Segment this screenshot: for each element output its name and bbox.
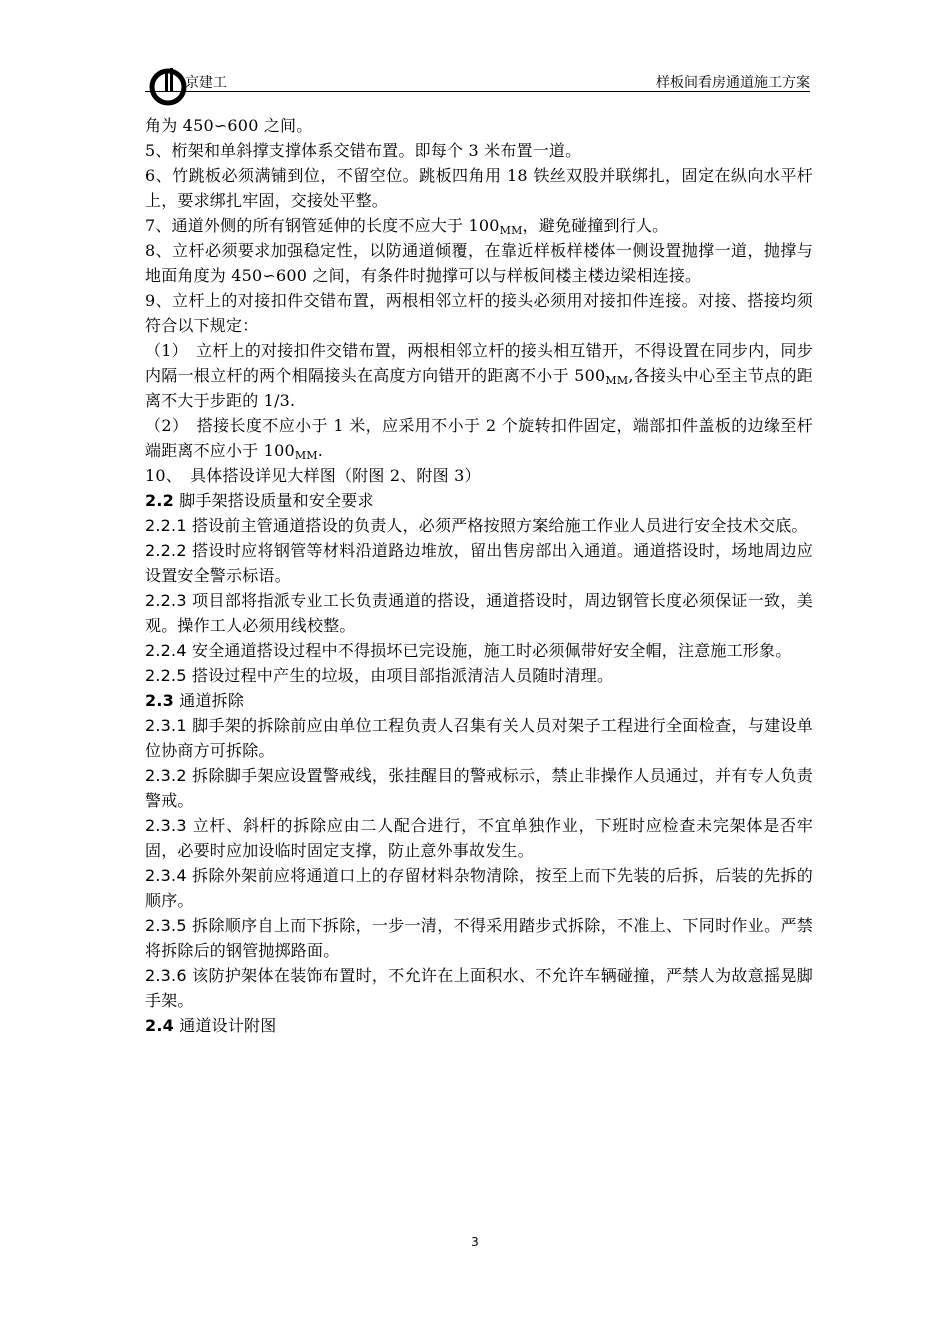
paragraph: 5、桁架和单斜撑支撑体系交错布置。即每个 3 米布置一道。	[145, 141, 582, 160]
document-title: 样板间看房通道施工方案	[656, 75, 810, 91]
list-item: 2.2.3 项目部将指派专业工长负责通道的搭设，通道搭设时，周边钢管长度必须保证一致，美观。操作工人必须用线校整。	[145, 591, 813, 635]
page-number: 3	[471, 1235, 479, 1249]
list-item: 2.3.3 立杆、斜杆的拆除应由二人配合进行，不宜单独作业，下班时应检查未完架体是否牢固，必要时应加设临时固定支撑，防止意外事故发生。	[145, 816, 813, 860]
list-item: 2.2.1 搭设前主管通道搭设的负责人，必须严格按照方案给施工作业人员进行安全技术交底。	[145, 516, 808, 535]
list-item: 2.3.4 拆除外架前应将通道口上的存留材料杂物清除，按至上而下先装的后拆，后装的先拆的顺序。	[145, 866, 813, 910]
paragraph-sub-2: （2） 搭接长度不应小于 1 米，应采用不小于 2 个旋转扣件固定，端部扣件盖板的边缘至杆端距离不应小于 $100_{MM}$.	[145, 416, 813, 462]
list-item: 2.3.2 拆除脚手架应设置警戒线，张挂醒目的警戒标示，禁止非操作人员通过，并有专人负责警戒。	[145, 766, 813, 810]
section-heading-2-3: 2.3 通道拆除	[145, 691, 245, 710]
list-item: 2.2.4 安全通道搭设过程中不得损坏已完设施，施工时必须佩带好安全帽，注意施工形象。	[145, 641, 792, 660]
paragraph: 9、立杆上的对接扣件交错布置，两根相邻立杆的接头必须用对接扣件连接。对接、搭接均须符合以下规定：	[145, 291, 813, 335]
paragraph: 10、 具体搭设详见大样图（附图 2、附图 3）	[145, 466, 481, 485]
list-item: 2.2.5 搭设过程中产生的垃圾，由项目部指派清洁人员随时清理。	[145, 666, 614, 685]
paragraph: 角为 450∽600 之间。	[145, 116, 313, 135]
list-item: 2.3.5 拆除顺序自上而下拆除，一步一清，不得采用踏步式拆除，不准上、下同时作业。严禁将拆除后的钢管抛掷路面。	[145, 916, 813, 960]
paragraph-sub-1: （1） 立杆上的对接扣件交错布置，两根相邻立杆的接头相互错开，不得设置在同步内，同步内隔一根立杆的两个相隔接头在高度方向错开的距离不小于 $500_{MM}$,各接头中心至主节点的距离不大于步距的 1/3.	[145, 341, 813, 410]
company-logo-icon	[149, 66, 187, 106]
document-body	[145, 113, 813, 1038]
paragraph-item-7: 7、通道外侧的所有钢管延伸的长度不应大于 $100_{MM}$，避免碰撞到行人。	[145, 216, 669, 237]
list-item: 2.3.6 该防护架体在装饰布置时，不允许在上面积水、不允许车辆碰撞，严禁人为故意摇晃脚手架。	[145, 966, 813, 1010]
paragraph: 8、立杆必须要求加强稳定性，以防通道倾覆，在靠近样板样楼体一侧设置抛撑一道，抛撑与地面角度为 450∽600 之间，有条件时抛撑可以与样板间楼主楼边梁相连接。	[145, 241, 813, 285]
section-heading-2-4: 2.4 通道设计附图	[145, 1016, 277, 1035]
list-item: 2.2.2 搭设时应将钢管等材料沿道路边堆放，留出售房部出入通道。通道搭设时，场地周边应设置安全警示标语。	[145, 541, 813, 585]
list-item: 2.3.1 脚手架的拆除前应由单位工程负责人召集有关人员对架子工程进行全面检查，与建设单位协商方可拆除。	[145, 716, 813, 760]
page-header	[145, 64, 810, 94]
header-rule	[145, 91, 810, 92]
section-heading-2-2: 2.2 脚手架搭设质量和安全要求	[145, 491, 374, 510]
paragraph: 6、竹跳板必须满铺到位，不留空位。跳板四角用 18 铁丝双股并联绑扎，固定在纵向水平杆上，要求绑扎牢固，交接处平整。	[145, 166, 813, 210]
company-name: 京建工	[185, 75, 227, 91]
